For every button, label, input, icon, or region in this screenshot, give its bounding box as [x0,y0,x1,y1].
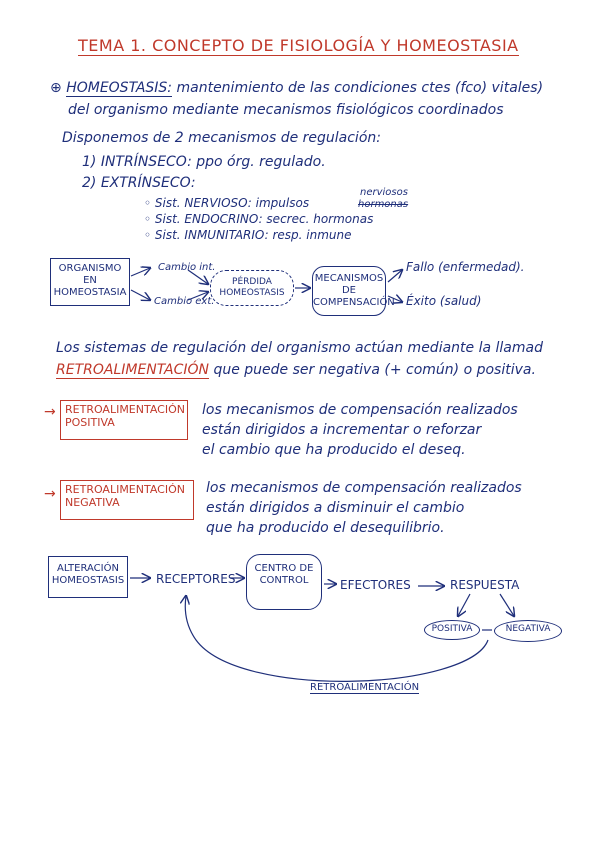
effectors-label: EFECTORES [340,578,411,592]
negative-feedback-arrow: → [44,486,56,502]
mechanism-intrinsic: 1) INTRÍNSECO: ppo órg. regulado. [82,154,326,170]
receptors-label: RECEPTORES [156,572,236,586]
change-external-label: Cambio ext. [154,296,215,307]
arrow-response-to-positive [458,594,470,616]
positive-feedback-text3: el cambio que ha producido el deseq. [202,442,466,458]
homeostasis-alteration-box: ALTERACIÓN HOMEOSTASIS [48,556,128,598]
change-internal-label: Cambio int. [158,262,216,273]
success-outcome: Éxito (salud) [406,294,482,308]
arrow-comp-to-success [388,296,402,302]
negative-response-oval: NEGATIVA [494,620,562,642]
mechanism-extrinsic: 2) EXTRÍNSECO: [82,175,196,191]
homeostasis-term: HOMEOSTASIS: [66,80,173,96]
page-title-text: TEMA 1. CONCEPTO DE FISIOLOGÍA Y HOMEOSTASIA [78,36,519,55]
arrow-comp-to-fail [388,270,402,282]
arrow-int-to-cloud [188,270,208,284]
positive-response-oval: POSITIVA [424,620,480,640]
negative-feedback-text1: los mecanismos de compensación realizados [206,480,522,496]
organism-homeostasis-box: ORGANISMO EN HOMEOSTASIA [50,258,130,306]
loss-homeostasis-cloud: PÉRDIDA HOMEOSTASIS [210,270,294,306]
mechanisms-intro: Disponemos de 2 mecanismos de regulación: [62,130,381,146]
control-center-box: CENTRO DE CONTROL [246,554,322,610]
feedback-term: RETROALIMENTACIÓN [56,362,210,378]
positive-feedback-box: RETROALIMENTACIÓN POSITIVA [60,400,188,440]
negative-feedback-box: RETROALIMENTACIÓN NEGATIVA [60,480,194,520]
negative-feedback-text2: están dirigidos a disminuir el cambio [206,500,465,516]
homeostasis-def-text1: mantenimiento de las condiciones ctes (fco) vitales) [176,80,544,96]
arrow-organism-to-ext [131,290,150,300]
plus-circle-icon: ⊕ [50,80,62,96]
negative-feedback-text3: que ha producido el desequilibrio. [206,520,445,536]
compensation-mechanisms-box: MECANISMOS DE COMPENSACIÓN [312,266,386,316]
arrow-organism-to-int [131,268,150,276]
positive-feedback-text1: los mecanismos de compensación realizados [202,402,518,418]
nervous-upper-word: nerviosos [360,187,408,198]
failure-outcome: Fallo (enfermedad). [406,260,525,274]
positive-feedback-text2: están dirigidos a incrementar o reforzar [202,422,482,438]
response-label: RESPUESTA [450,578,520,592]
positive-feedback-arrow: → [44,404,56,420]
endocrine-system-item: ◦ Sist. ENDOCRINO: secrec. hormonas [144,212,374,226]
feedback-loop-text: RETROALIMENTACIÓN [310,682,420,693]
feedback-loop-arrow [185,596,488,681]
homeostasis-def-text2: del organismo mediante mecanismos fisiológicos coordinados [68,102,504,118]
immune-system-item: ◦ Sist. INMUNITARIO: resp. inmune [144,228,352,242]
nervous-system-label: ◦ Sist. NERVIOSO: impulsos [144,196,310,210]
feedback-intro-line1: Los sistemas de regulación del organismo actúan mediante la llamad [56,340,543,356]
nervous-struck-word: hormonas [358,199,409,210]
feedback-intro-rest: que puede ser negativa (+ común) o positiva. [213,362,536,378]
arrow-response-to-negative [500,594,514,616]
arrow-ext-to-cloud [188,292,208,300]
